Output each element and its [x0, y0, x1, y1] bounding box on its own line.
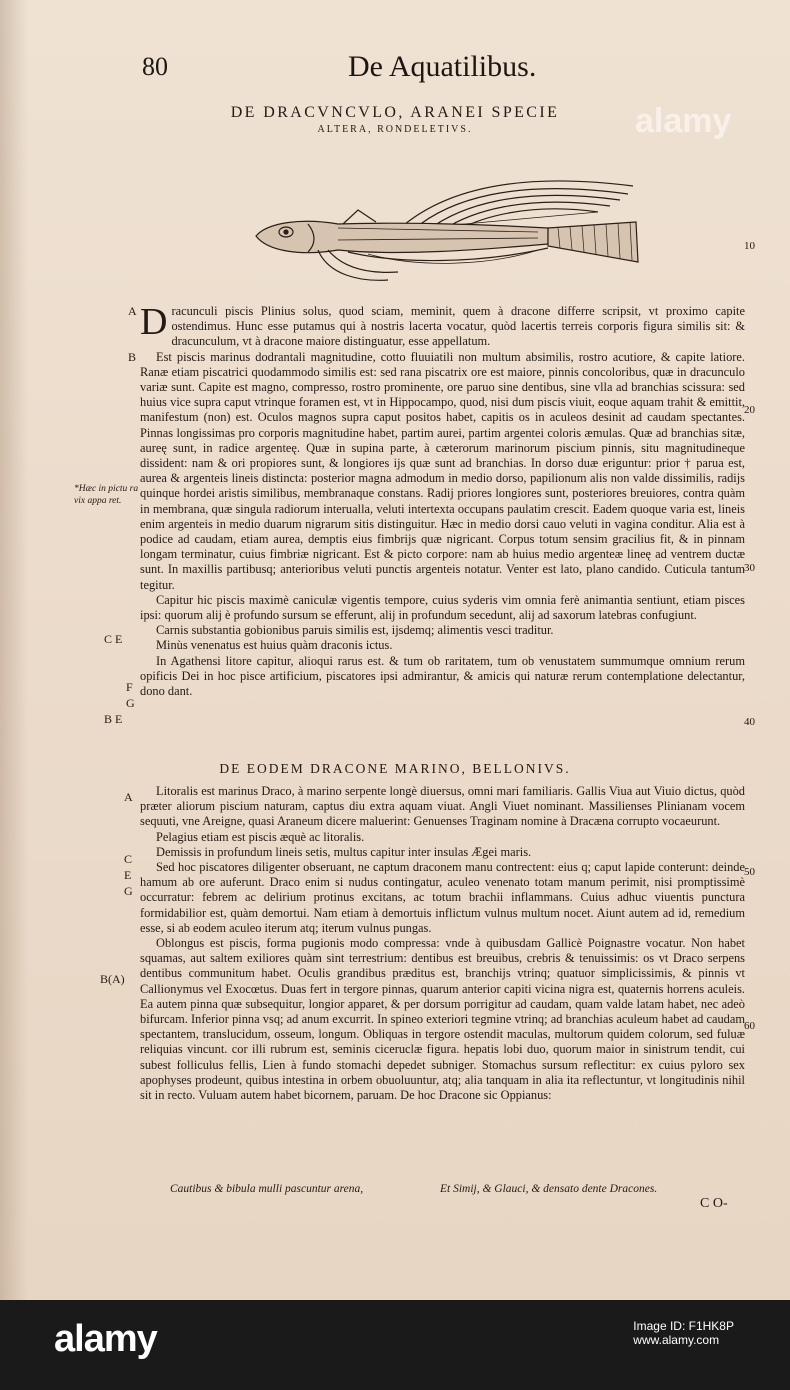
page-header — [0, 46, 790, 86]
margin-label: A — [124, 790, 133, 804]
section2-text — [140, 784, 745, 1103]
verse-left: Cautibus & bibula mulli pascuntur arena, — [170, 1183, 364, 1195]
line-number-40: 40 — [744, 716, 755, 728]
paragraph: In Agathensi litore capitur, alioqui rarus est. & tum ob raritatem, tum ob venustatem summumque omnium rerum opificis Dei in hoc pisce artificium, piscatores ipsi admirantur, & amicis qui naturæ rerum contemplatione delectantur, dono dant. — [140, 653, 745, 699]
section-heading: DE EODEM DRACONE MARINO, BELLONIVS. — [219, 761, 571, 776]
line-number-20: 20 — [744, 404, 755, 416]
gutter-shadow — [0, 0, 28, 1300]
margin-label: C E — [104, 632, 123, 646]
paragraph: Sed hoc piscatores diligenter obseruant, ne captum draconem manu contrectent: eius q; caput lapide conterunt: deinde hamum ab ore auferunt. Draco enim si nudus contingatur, aculeo venenato totam manum perimit, nisi promptissimè occurratur: febrem ac delirium protinus excitans, ac totum brachii inflammans. Cuius adhuc viuentis punctura formidabilior est, quàm demortui. Nam etiam à demortuis inflictum vulnus multum nocet. Aiunt autem ad id, remedium esse, si ab eodem aculeo iterum atq; iterum vulnus pungas. — [140, 860, 745, 935]
verse-quote — [170, 1183, 710, 1195]
margin-label: F — [126, 680, 133, 694]
margin-note: *Hæc in pictu ra vix appa ret. — [74, 484, 139, 506]
chapter-title: DE DRACVNCVLO, ARANEI SPECIE — [230, 104, 560, 121]
margin-label: B E — [104, 712, 123, 726]
paragraph: Minùs venenatus est huius quàm draconis ictus. — [156, 638, 393, 653]
margin-label: G — [124, 884, 133, 898]
catchword: C O- — [700, 1196, 728, 1211]
margin-label: B — [128, 350, 137, 364]
page-number: 80 — [142, 52, 168, 81]
paragraph: Est piscis marinus dodrantali magnitudine, cotto fluuiatili non multum absimilis, rostro acutiore, & capite latiore. Ranæ etiam piscatrici quodammodo similis est: sed rana piscatrix ore est maiore, pinnis concoloribus, quæ in dracunculo variæ sunt. Capite est magno, compresso, rostro prominente, ore paruo sine dentibus, sine vlla ad branchias scissura: sed huius vice supra caput vtrinque foramen est, vt in Hippocampo, quod, nisi dum piscis viuit, eoque aquam trahit & emittit, manifestum (non) est. Oculos magnos supra caput positos habet, capitis os in aculeos desinit ad caudam spectantes. Pinnas longissimas pro corporis magnitudine habet, partim aurei, partim argentei coloris æmulas. Quæ ad branchias sitæ, aureę sunt, in radice argenteę. Quæ in supina parte, à cæterorum marinorum piscium pinnis, situ magnitudineque dissident: nam & ori propiores sunt, & longiores ijs quæ sunt ad branchias. In dorso duæ eriguntur: prior † parua est, aurea & argenteis lineis distincta: posterior magna admodum in medio dorso, papilionum alis non valde dissimilis, radijs quinque hordei aristis similibus, membranaque constans. Radij priores longiores sunt, posteriores breuiores, contra quàm in membrana, quæ singula radiorum interualla, veluti intertexta occupans paulatim crescit. Eadem quoque varia est, lineis enim argenteis in medio duarum nigrarum sitis distinguitur. Hæc in medio dorsi cauo veluti in vagina conditur. Alia est à podice ad caudam, etiam aurea, demptis eius fimbrijs quæ nigricant. Corpus totum sensim gracilius fit, & in pinnam longam terminatur, cuius fimbriæ nigricant. Est & picto corpore: nam ab huius medio argenteæ lineę ad ventrem ductæ sunt. In maxillis partibusq; anterioribus veluti punctis argenteis notatur. Venter est lato, plano candido. Cuticula tantum tegitur. — [140, 349, 745, 592]
running-title: De Aquatilibus. — [348, 50, 537, 83]
fish-woodcut-illustration — [248, 164, 644, 294]
verse-right: Et Simij, & Glauci, & densato dente Dracones. — [440, 1183, 658, 1195]
paragraph: Dracunculi piscis Plinius solus, quod sciam, meminit, quem à dracone differre scripsit, vt proximo capite ostendimus. Hunc esse putamus qui à nostris lacerta vocatur, quòd lacertis terreis corporis figura similis sit: & dracunculum, vt à dracone maiore distinguatur, esse appellatum. — [140, 301, 745, 349]
margin-label: G — [126, 696, 135, 710]
line-number-10: 10 — [744, 240, 755, 252]
paragraph: Demissis in profundum lineis setis, multus capitur inter insulas Ægei maris. — [156, 844, 532, 859]
alamy-watermark: alamy — [635, 102, 732, 140]
line-number-30: 30 — [744, 562, 755, 574]
line-number-60: 60 — [744, 1020, 755, 1032]
paragraph: Capitur hic piscis maximè caniculæ vigentis tempore, cuius syderis vim omnia ferè animantia sentiunt, etiam pisces ipsi: quorum alij è profundo sursum se efferunt, alij in profundum secedunt, alij ad saxorum latebras confugiunt. — [140, 592, 745, 623]
paragraph: Pelagius etiam est piscis æquè ac litoralis. — [156, 829, 365, 844]
margin-label: A — [128, 304, 137, 318]
alamy-logo: alamy — [54, 1318, 157, 1360]
drop-cap: D — [140, 301, 168, 343]
paragraph: Carnis substantia gobionibus paruis similis est, ijsdemq; alimentis vesci traditur. — [156, 623, 554, 638]
paragraph: Oblongus est piscis, forma pugionis modo compressa: vnde à quibusdam Gallicè Poignastre vocatur. Non habet squamas, aut saltem exiliores quàm sint terrestrium: dentibus est breuibus, crebris & tenuissimis: os vt Draco serpens dentibus communitum habet. Oculis grandibus præditus est, branchijs vtrinq; quatuor simplicissimis, & pinnis vt Callionymus vel Exocœtus. Duas fert in tergore pinnas, quarum anterior capiti vicina nigra est, quaternis horrens aculeis. Ea autem pinna quæ subsequitur, longior apparet, & per dorsum porrigitur ad caudam, quam valde latam habet, nec adeò bifurcam. Inferior pinna vsq; ad anum excurrit. In spineo exteriori tegmine vtrinq; ad branchias aculeum habet ad caudam spectantem, translucidum, osseum, longum. Obliquas in tergore ostendit maculas, multorum quidem colorum, sed fuluæ reliquias vincunt. cor illi rubrum est, seminis ciceruclæ figura. hepatis lobi duo, quorum maior in sinistrum tendit, cui subest folliculus fellis, Lien à fundo stomachi depedet subniger. Stomachus sursum reflectitur: ex cuius pyloro sex apophyses prodeunt, quibus intestina in orbem obuoluuntur, atq; alia tanquam in alia ita reflectuntur, vt longitudinis nihil sit in recto. Vuluam autem habet bicornem, paruam. De hoc Dracone sic Oppianus: — [140, 936, 745, 1103]
chapter-subtitle: ALTERA, RONDELETIVS. — [317, 124, 473, 135]
margin-label: E — [124, 868, 132, 882]
paragraph: Litoralis est marinus Draco, à marino serpente longè diuersus, omni mari familiaris. Gallis Viua aut Viuio dictus, quòd præter aliorum piscium naturam, captus diu extra aquam viuat. Angli Viuet nominant. Massilienses Plinianam vocem sequuti, vne Areigne, quasi Araneum dicere maluerint: Genuenses Traginam nomine à Dracæna corrupto vocaeurunt. — [140, 784, 745, 829]
margin-label: B(A) — [100, 972, 125, 986]
line-number-50: 50 — [744, 866, 755, 878]
margin-label: C — [124, 852, 133, 866]
section1-text — [140, 301, 745, 699]
image-id: Image ID: F1HK8P www.alamy.com — [633, 1319, 734, 1347]
